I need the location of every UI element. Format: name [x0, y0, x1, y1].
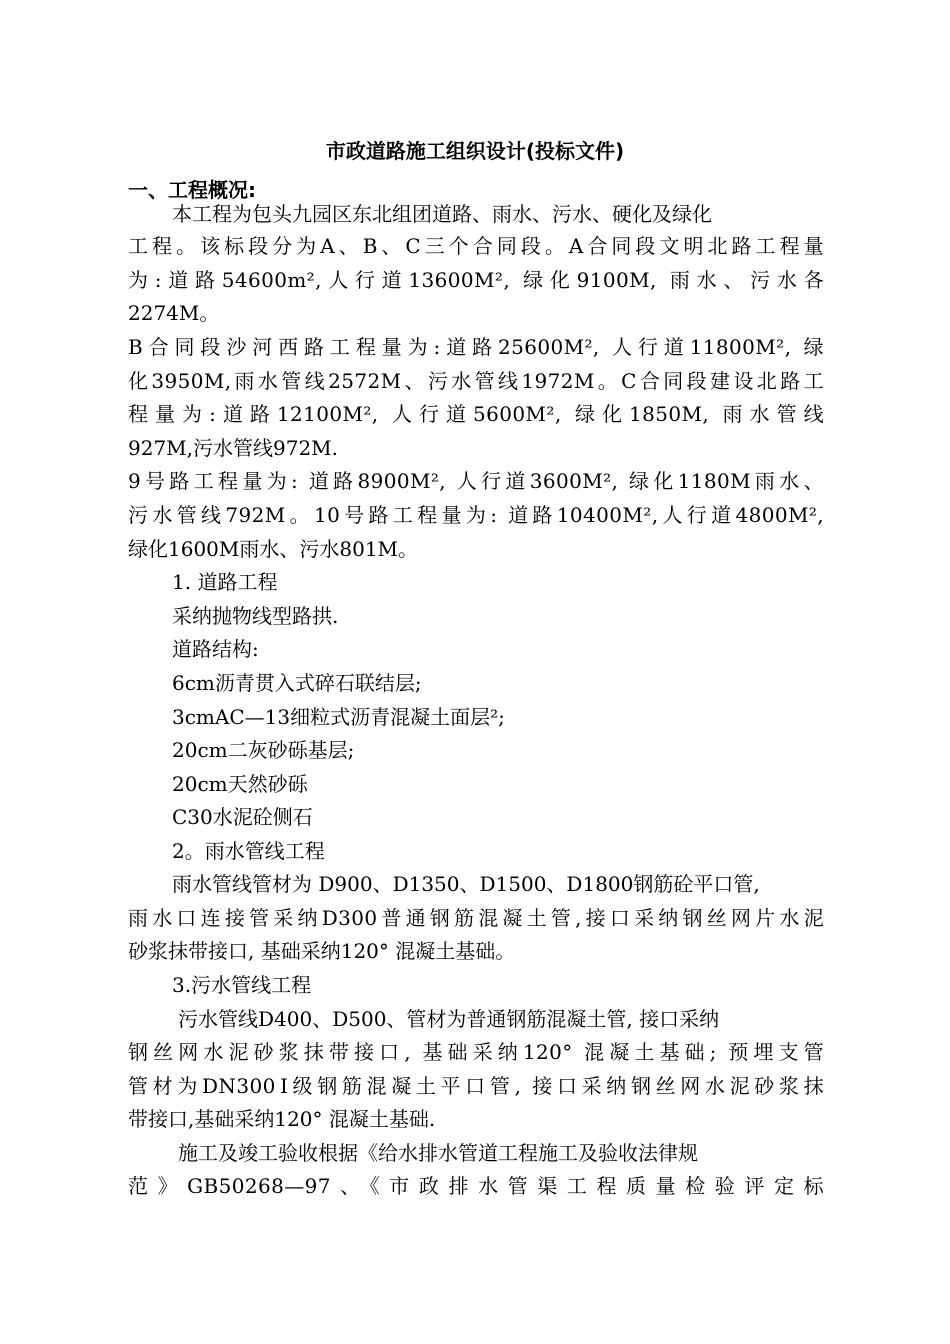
list-item: C30水泥砼侧石 — [172, 805, 313, 829]
paragraph-line: 施工及竣工验收根据《给水排水管道工程施工及验收法律规 — [178, 1141, 698, 1165]
subsection-heading: 2。雨水管线工程 — [172, 839, 325, 863]
list-item: 道路结构: — [172, 637, 259, 661]
list-item: 3cmAC—13细粒式沥青混凝土面层²; — [172, 705, 505, 729]
list-item: 6cm沥青贯入式碎石联结层; — [172, 671, 422, 695]
paragraph-line: 钢丝网水泥砂浆抹带接口, 基础采纳120° 混凝土基础; 预埋支管 — [128, 1040, 824, 1064]
subsection-heading: 1. 道路工程 — [172, 570, 278, 594]
subsection-heading: 3.污水管线工程 — [172, 973, 312, 997]
paragraph-line: 雨水口连接管采纳D300普通钢筋混凝土管,接口采纳钢丝网片水泥 — [128, 906, 824, 930]
list-item: 20cm二灰砂砾基层; — [172, 738, 355, 762]
list-item: 采纳抛物线型路拱. — [172, 604, 339, 628]
paragraph-line: 污水管线792M。10号路工程量为: 道路10400M²,人行道4800M², — [128, 503, 824, 527]
paragraph-line: 雨水管线管材为 D900、D1350、D1500、D1800钢筋砼平口管, — [172, 872, 760, 896]
paragraph-line: B合同段沙河西路工程量为:道路25600M², 人行道11800M², 绿 — [128, 335, 824, 359]
paragraph-line: 9号路工程量为: 道路8900M², 人行道3600M², 绿化1180M雨水、 — [128, 469, 824, 493]
section-heading: 一、工程概况: — [128, 178, 256, 202]
paragraph-line: 927M,污水管线972M. — [128, 436, 339, 460]
list-item: 20cm天然砂砾 — [172, 772, 308, 796]
paragraph-line: 污水管线D400、D500、管材为普通钢筋混凝土管, 接口采纳 — [178, 1007, 720, 1031]
paragraph-line: 本工程为包头九园区东北组团道路、雨水、污水、硬化及绿化 — [172, 202, 712, 226]
paragraph-line: 管材为DN300Ⅰ级钢筋混凝土平口管, 接口采纳钢丝网水泥砂浆抹 — [128, 1074, 824, 1098]
paragraph-line: 带接口,基础采纳120° 混凝土基础. — [128, 1107, 436, 1131]
paragraph-line: 范》GB50268—97、《市政排水管渠工程质量检验评定标 — [128, 1174, 824, 1198]
paragraph-line: 工程。该标段分为A、B、C三个合同段。A合同段文明北路工程量 — [128, 234, 824, 258]
paragraph-line: 砂浆抹带接口, 基础采纳120° 混凝土基础。 — [128, 939, 516, 963]
paragraph-line: 绿化1600M雨水、污水801M。 — [128, 537, 419, 561]
paragraph-line: 化3950M,雨水管线2572M、污水管线1972M。C合同段建设北路工 — [128, 369, 824, 393]
paragraph-line: 2274M。 — [128, 301, 220, 325]
paragraph-line: 为:道路54600m²,人行道13600M², 绿化9100M, 雨水、污水各 — [128, 268, 824, 292]
document-title: 市政道路施工组织设计(投标文件) — [325, 139, 625, 163]
paragraph-line: 程量为:道路12100M², 人行道5600M², 绿化1850M, 雨水管线 — [128, 402, 824, 426]
